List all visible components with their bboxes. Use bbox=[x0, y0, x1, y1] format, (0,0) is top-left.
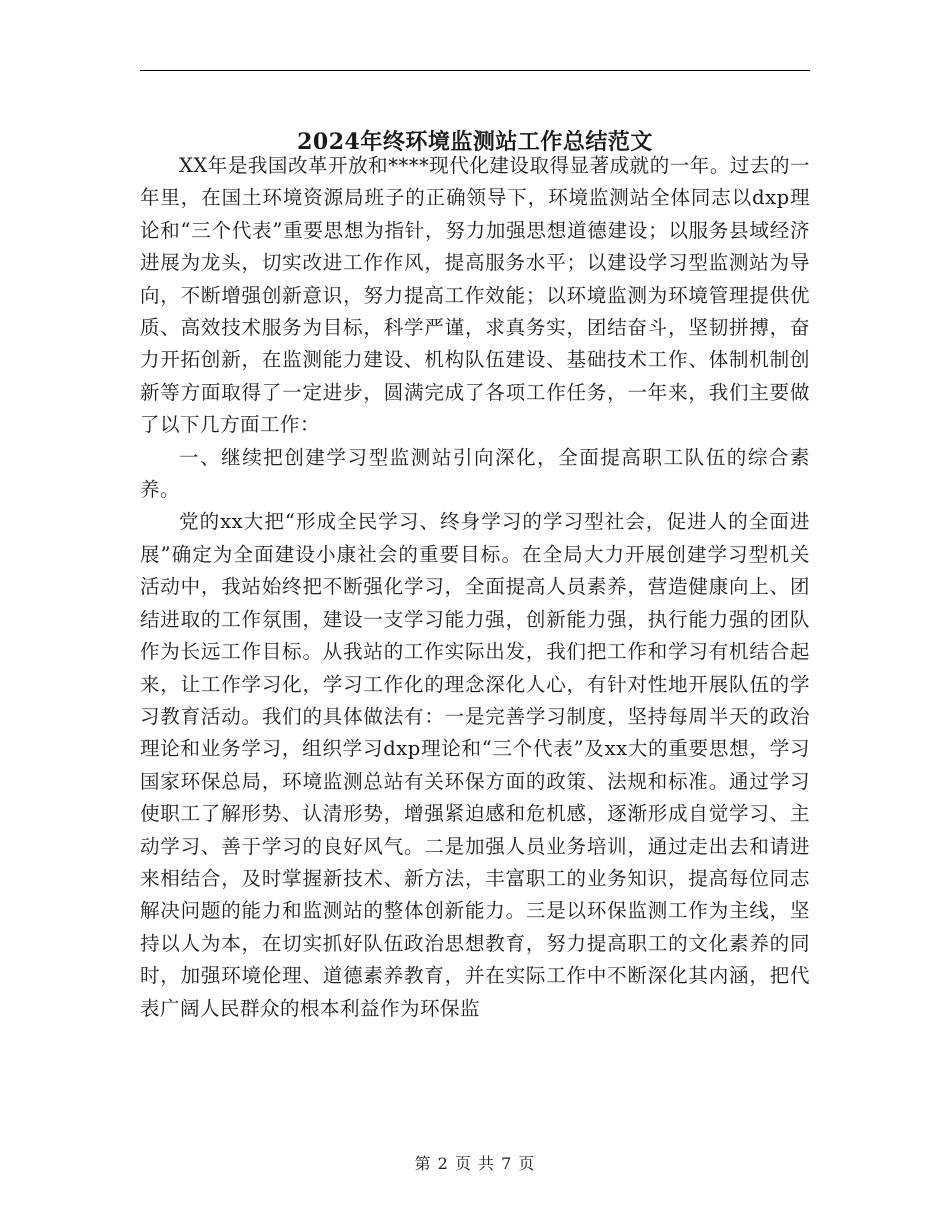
page-footer: 第 2 页 共 7 页 bbox=[414, 1154, 536, 1173]
document-body bbox=[140, 150, 810, 1025]
paragraph-intro: XX年是我国改革开放和****现代化建设取得显著成就的一年。过去的一年里，在国土环境资源局班子的正确领导下，环境监测站全体同志以dxp理论和“三个代表”重要思想为指针，努力加强思想道德建设；以服务县域经济进展为龙头，切实改进工作作风，提高服务水平；以建设学习型监测站为导向，不断增强创新意识，努力提高工作效能；以环境监测为环境管理提供优质、高效技术服务为目标，科学严谨，求真务实，团结奋斗，坚韧拼搏，奋力开拓创新，在监测能力建设、机构队伍建设、基础技术工作、体制机制创新等方面取得了一定进步，圆满完成了各项工作任务，一年来，我们主要做了以下几方面工作： bbox=[140, 154, 810, 437]
document-title: 2024年终环境监测站工作总结范文 bbox=[297, 128, 653, 155]
paragraph-section-1: 党的xx大把“形成全民学习、终身学习的学习型社会，促进人的全面进展”确定为全面建设小康社会的重要目标。在全局大力开展创建学习型机关活动中，我站始终把不断强化学习，全面提高人员素养，营造健康向上、团结进取的工作氛围，建设一支学习能力强，创新能力强，执行能力强的团队作为长远工作目标。从我站的工作实际出发，我们把工作和学习有机结合起来，让工作学习化，学习工作化的理念深化人心，有针对性地开展队伍的学习教育活动。我们的具体做法有：一是完善学习制度，坚持每周半天的政治理论和业务学习，组织学习dxp理论和“三个代表”及xx大的重要思想，学习国家环保总局，环境监测总站有关环保方面的政策、法规和标准。通过学习使职工了解形势、认清形势，增强紧迫感和危机感，逐渐形成自觉学习、主动学习、善于学习的良好风气。二是加强人员业务培训，通过走出去和请进来相结合，及时掌握新技术、新方法，丰富职工的业务知识，提高每位同志解决问题的能力和监测站的整体创新能力。三是以环保监测工作为主线，坚持以人为本，在切实抓好队伍政治思想教育，努力提高职工的文化素养的同时，加强环境伦理、道德素养教育，并在实际工作中不断深化其内涵，把代表广阔人民群众的根本利益作为环保监 bbox=[140, 510, 810, 1020]
header-rule bbox=[140, 70, 810, 71]
section-heading-1: 一、继续把创建学习型监测站引向深化，全面提高职工队伍的综合素养。 bbox=[140, 445, 810, 502]
